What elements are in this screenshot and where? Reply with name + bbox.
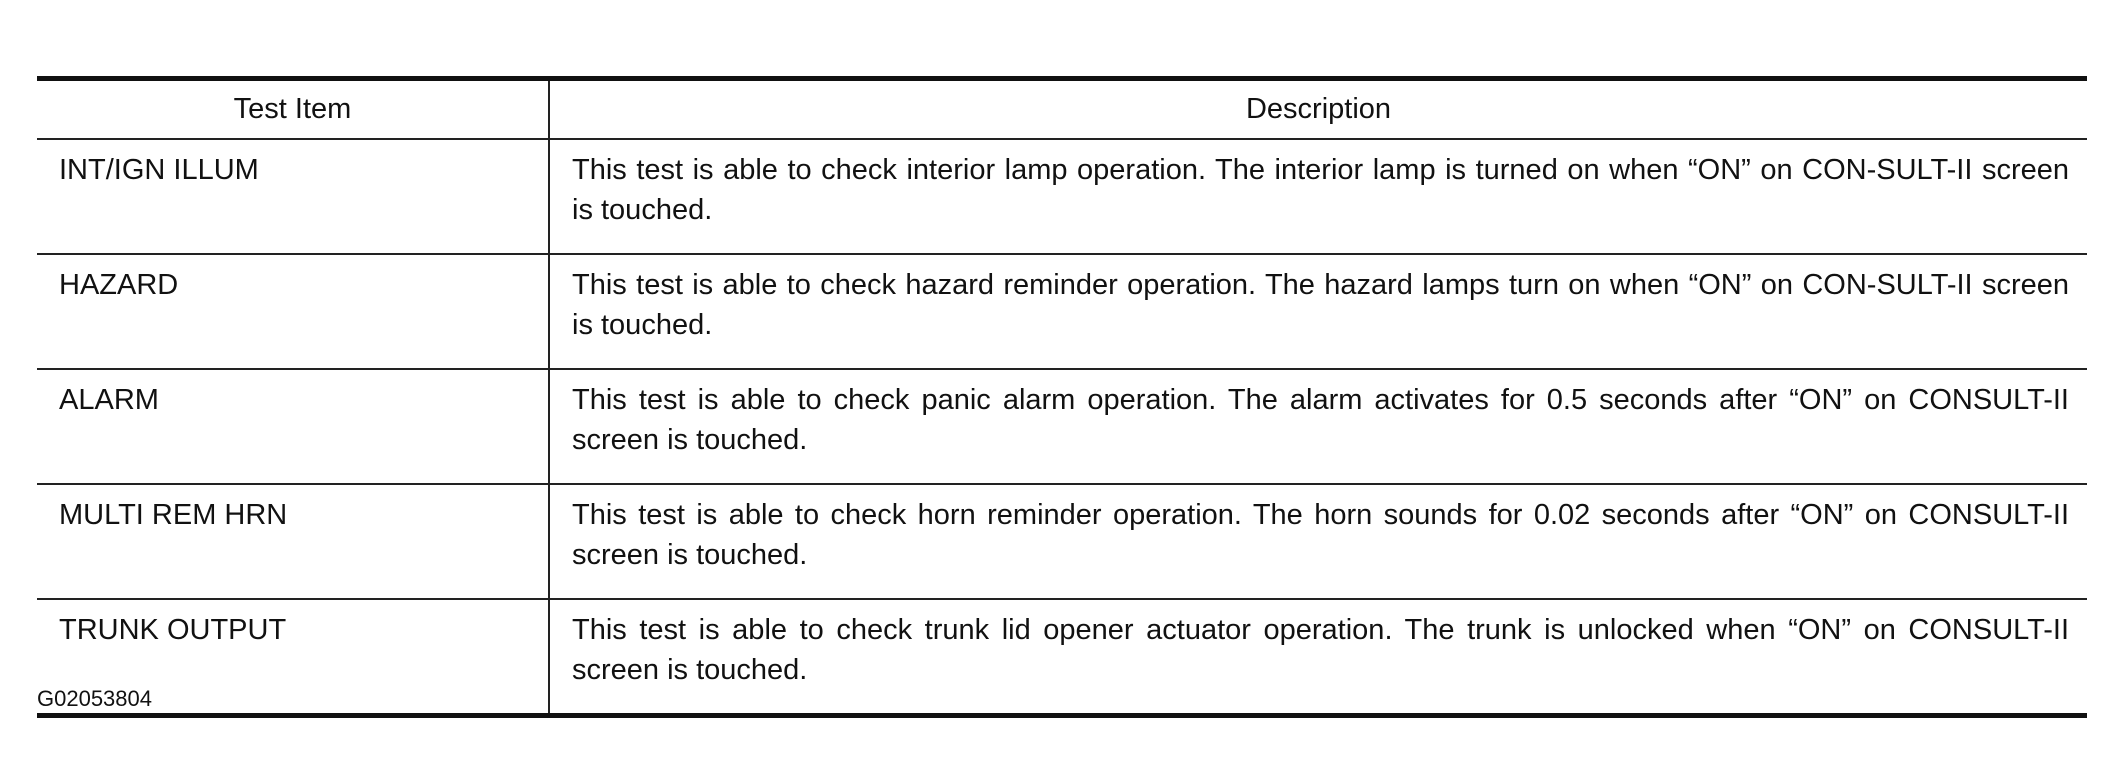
description-cell: This test is able to check interior lamp operation. The interior lamp is turned on when “ON” on CON-SULT-II screen is touched. (549, 139, 2087, 254)
table-header-row (37, 79, 2087, 140)
header-test-item: Test Item (37, 79, 549, 140)
table-row (37, 599, 2087, 716)
table-row (37, 369, 2087, 484)
test-item-cell: INT/IGN ILLUM (37, 139, 549, 254)
test-item-cell: ALARM (37, 369, 549, 484)
figure-id-label: G02053804 (37, 686, 152, 711)
description-cell: This test is able to check horn reminder operation. The horn sounds for 0.02 seconds after “ON” on CONSULT-II screen is touched. (549, 484, 2087, 599)
test-item-cell: TRUNK OUTPUT (59, 614, 287, 646)
test-item-cell: MULTI REM HRN (37, 484, 549, 599)
test-item-table-container (37, 76, 2087, 718)
description-cell: This test is able to check trunk lid opener actuator operation. The trunk is unlocked when “ON” on CONSULT-II screen is touched. (549, 599, 2087, 716)
table-row (37, 139, 2087, 254)
test-item-cell: HAZARD (37, 254, 549, 369)
description-cell: This test is able to check panic alarm operation. The alarm activates for 0.5 seconds after “ON” on CONSULT-II screen is touched. (549, 369, 2087, 484)
header-description: Description (549, 79, 2087, 140)
table-row (37, 254, 2087, 369)
description-cell: This test is able to check hazard reminder operation. The hazard lamps turn on when “ON” on CON-SULT-II screen is touched. (549, 254, 2087, 369)
table-row (37, 484, 2087, 599)
active-test-table (37, 76, 2087, 718)
